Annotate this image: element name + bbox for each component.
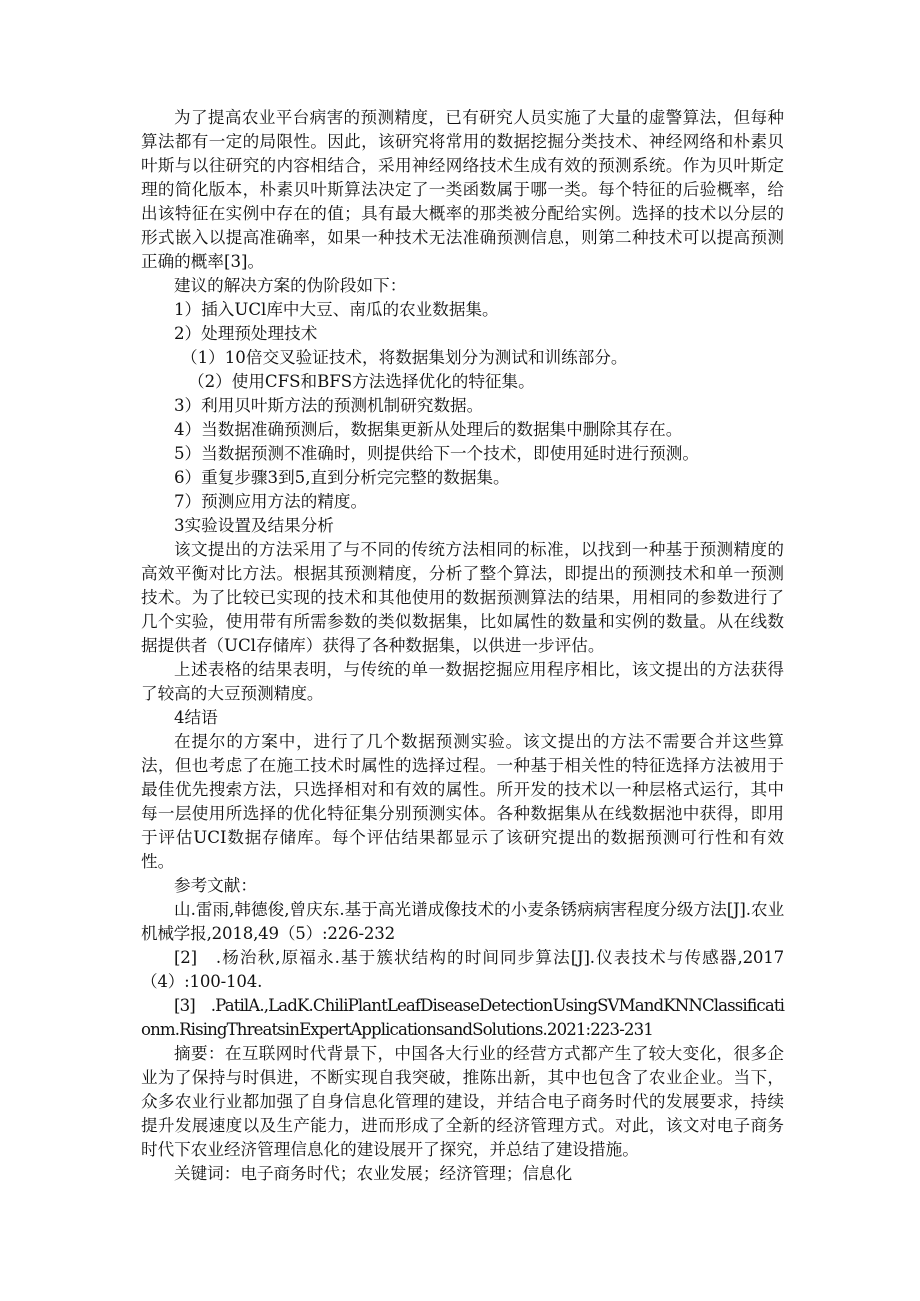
paragraph-intro: 为了提高农业平台病害的预测精度，已有研究人员实施了大量的虚警算法，但每种算法都有一定的局限性。因此，该研究将常用的数据挖掘分类技术、神经网络和朴素贝叶斯与以往研究的内容相结合，采用神经网络技术生成有效的预测系统。作为贝叶斯定理的简化版本，朴素贝叶斯算法决定了一类函数属于哪一类。每个特征的后验概率，给出该特征在实例中存在的值；具有最大概率的那类被分配给实例。选择的技术以分层的形式嵌入以提高准确率，如果一种技术无法准确预测信息，则第二种技术可以提高预测正确的概率[3]。 [141, 108, 784, 271]
step-item: 7）预测应用方法的精度。 [174, 492, 368, 511]
reference-item: 山.雷雨,韩德俊,曾庆东.基于高光谱成像技术的小麦条锈病病害程度分级方法[J].农业机械学报,2018,49（5）:226-232 [141, 900, 784, 943]
keywords-line: 关键词：电子商务时代；农业发展；经济管理；信息化 [174, 1164, 573, 1183]
step-item: 3）利用贝叶斯方法的预测机制研究数据。 [174, 396, 484, 415]
reference-item: [2] .杨治秋,原福永.基于簇状结构的时间同步算法[J].仪表技术与传感器,2017（4）:100-104. [141, 948, 784, 991]
paragraph-steps-intro: 建议的解决方案的伪阶段如下： [174, 276, 407, 295]
step-item: 6）重复步骤3到5,直到分析完完整的数据集。 [174, 468, 510, 487]
step-item: 5）当数据预测不准确时，则提供给下一个技术，即使用延时进行预测。 [174, 444, 699, 463]
document-body [141, 106, 784, 1186]
references-title: 参考文献： [174, 876, 257, 895]
step-item: 2）处理预处理技术 [174, 324, 318, 343]
section-heading-4: 4结语 [174, 708, 218, 727]
abstract-paragraph: 摘要：在互联网时代背景下，中国各大行业的经营方式都产生了较大变化，很多企业为了保持与时俱进，不断实现自我突破，推陈出新，其中也包含了农业企业。当下，众多农业行业都加强了自身信息化管理的建设，并结合电子商务时代的发展要求，持续提升发展速度以及生产能力，进而形成了全新的经济管理方式。对此，该文对电子商务时代下农业经济管理信息化的建设展开了探究，并总结了建设措施。 [141, 1044, 784, 1159]
step-item: 1）插入UCl库中大豆、南瓜的农业数据集。 [174, 300, 499, 319]
paragraph-experiment: 该文提出的方法采用了与不同的传统方法相同的标准，以找到一种基于预测精度的高效平衡对比方法。根据其预测精度，分析了整个算法，即提出的预测技术和单一预测技术。为了比较已实现的技术和其他使用的数据预测算法的结果，用相同的参数进行了几个实验，使用带有所需参数的类似数据集，比如属性的数量和实例的数量。从在线数据提供者（UCl存储库）获得了各种数据集，以供进一步评估。 [141, 540, 784, 655]
reference-item: [3] .PatilA.,LadK.ChiliPlantLeafDiseaseDetectionUsingSVMandKNNClassificationm.RisingThreatsinExpertApplicationsandSolutions.2021:223-231 [141, 996, 784, 1039]
paragraph-conclusion: 在提尔的方案中，进行了几个数据预测实验。该文提出的方法不需要合并这些算法，但也考虑了在施工技术时属性的选择过程。一种基于相关性的特征选择方法被用于最佳优先搜索方法，只选择相对和有效的属性。所开发的技术以一种层格式运行，其中每一层使用所选择的优化特征集分别预测实体。各种数据集从在线数据池中获得，即用于评估UCI数据存储库。每个评估结果都显示了该研究提出的数据预测可行性和有效性。 [141, 732, 784, 871]
step-item: 4）当数据准确预测后，数据集更新从处理后的数据集中删除其存在。 [174, 420, 683, 439]
paragraph-results: 上述表格的结果表明，与传统的单一数据挖掘应用程序相比，该文提出的方法获得了较高的大豆预测精度。 [141, 660, 784, 703]
section-heading-3: 3实验设置及结果分析 [174, 516, 334, 535]
step-subitem: （2）使用CFS和BFS方法选择优化的特征集。 [188, 372, 535, 391]
step-subitem: （1）10倍交叉验证技术，将数据集划分为测试和训练部分。 [181, 348, 628, 367]
